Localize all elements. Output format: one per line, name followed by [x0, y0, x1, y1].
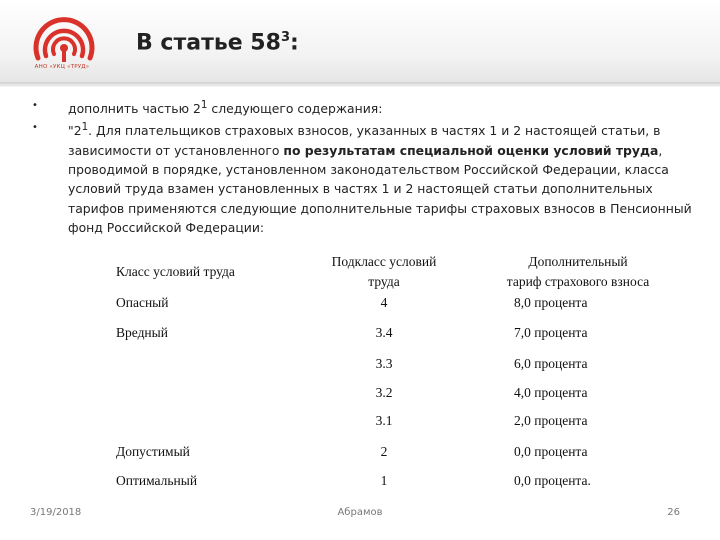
- table-row-tariff: 0,0 процента: [514, 444, 588, 459]
- logo-caption: АНО «УКЦ «ТРУД»: [34, 64, 90, 70]
- table-row-class: Вредный: [116, 325, 168, 340]
- bullet-item: • "$2^1$. Для плательщиков страховых взносов, указанных в частях 1 и 2 настоящей статьи, в зависимости от установленного по результатам специальной оценки условий труда, проводимой в порядке, установленном законодательством Российской Федерации, класса условий труда взамен установленных в частях 1 и 2 настоящей статьи дополнительных тарифов применяются следующие дополнительные тарифы страховых взносов в Пенсионный фонд Российской Федерации:: [32, 118, 692, 237]
- header-tariff-line1: Дополнительный: [528, 254, 628, 269]
- table-row-tariff: 7,0 процента: [514, 325, 588, 340]
- table-row-subclass: 2: [380, 444, 388, 459]
- header-class: Класс условий труда: [116, 264, 235, 279]
- table-row-class: Допустимый: [116, 444, 190, 459]
- table-row-subclass: 4: [380, 295, 388, 310]
- table-row-subclass: 3.3: [375, 356, 393, 371]
- footer-page-number: 26: [667, 507, 680, 518]
- table-row-class: Оптимальный: [116, 473, 198, 488]
- footer-author: Абрамов: [337, 507, 383, 518]
- table-row-subclass: 3.1: [375, 413, 393, 428]
- bullet-item: • дополнить частью $2^1$ следующего содержания:: [32, 96, 692, 118]
- table-row-subclass: 3.2: [375, 385, 393, 400]
- table-row-tariff: 4,0 процента: [514, 385, 588, 400]
- table-row-tariff: 8,0 процента: [514, 295, 588, 310]
- table-row-subclass: 1: [380, 473, 388, 488]
- table-row-tariff: 0,0 процента.: [514, 473, 591, 488]
- bullet-dot-icon: •: [32, 122, 38, 134]
- header-tariff-line2: тариф страхового взноса: [506, 274, 650, 289]
- footer-date: 3/19/2018: [30, 507, 82, 518]
- slide-title: В статье $58^3$:: [136, 30, 299, 56]
- header-subclass-line1: Подкласс условий: [331, 254, 437, 269]
- bullet-dot-icon: •: [32, 100, 38, 111]
- table-row-class: Опасный: [116, 295, 169, 310]
- table-row-subclass: 3.4: [375, 325, 393, 340]
- table-row-tariff: 2,0 процента: [514, 413, 588, 428]
- header-subclass-line2: труда: [368, 274, 400, 289]
- table-row-tariff: 6,0 процента: [514, 356, 588, 371]
